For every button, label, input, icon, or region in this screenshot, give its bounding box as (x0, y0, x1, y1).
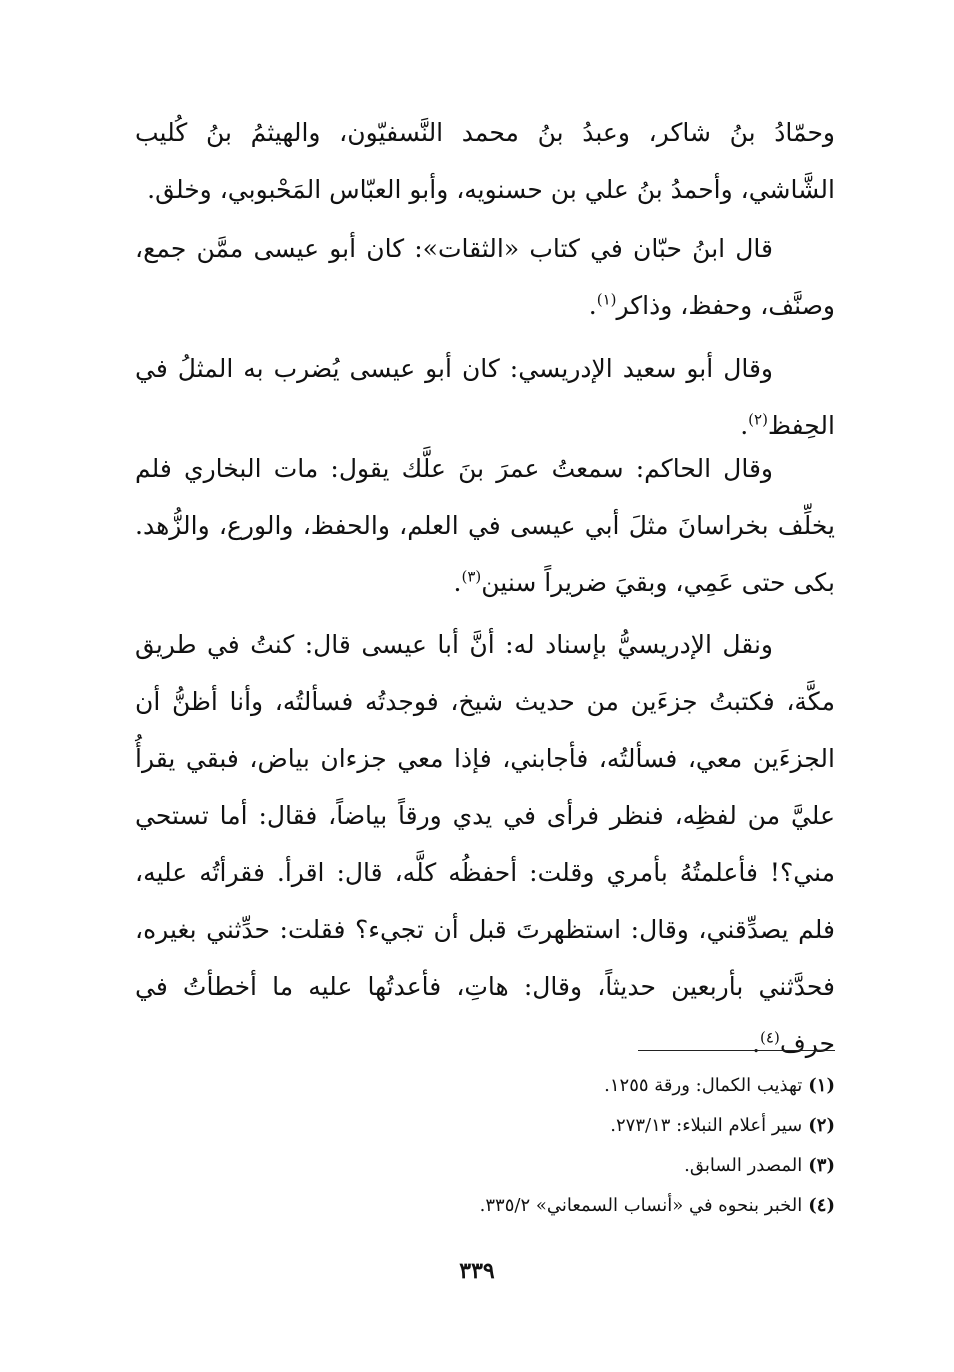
footnote-4 (235, 1186, 835, 1226)
footnotes (235, 1066, 835, 1226)
footnote-divider (638, 1050, 835, 1051)
footnote-text: الخبر بنحوه في «أنساب السمعاني» ٣٣٥/٢. (479, 1195, 803, 1216)
footnote-2 (235, 1106, 835, 1146)
paragraph-4-text: وقال الحاكم: سمعتُ عمرَ بنَ علَّك يقول: مات البخاري فلم يخلِّف بخراسانَ مثلَ أبي عيسى في العلم، والحفظ، والورع، والزُّهد. بكى حتى عَمِي، وبقيَ ضريراً سنين (135, 454, 835, 597)
paragraph-4-tail: . (453, 568, 462, 597)
paragraph-3-text: وقال أبو سعيد الإدريسي: كان أبو عيسى يُضرب به المثلُ في الحِفظ (135, 354, 835, 440)
paragraph-5-tail: . (752, 1029, 761, 1058)
paragraph-2-text: قال ابنُ حبّان في كتاب «الثقات»: كان أبو عيسى ممَّن جمع، وصنَّف، وحفظ، وذاكر (135, 234, 835, 320)
paragraph-5-text: ونقل الإدريسيُّ بإسناد له: أنَّ أبا عيسى قال: كنتُ في طريق مكَّة، فكتبتُ جزءَين من حديث شيخ، فوجدتُه فسألتُه، وأنا أظنُّ أن الجزءَين معي، فسألتُه، فأجابني، فإذا معي جزءان بياض، فبقي يقرأُ عليَّ من لفظِه، فنظر فرأى في يدي ورقاً بياضاً، فقال: أما تستحي مني؟! فأعلمتُهُ بأمري وقلت: أحفظُه كلَّه، قال: اقرأ. فقرأتُه عليه، فلم يصدِّقني، وقال: استظهرتَ قبل أن تجيء؟ فقلت: حدِّثني بغيره، فحدَّثني بأربعين حديثاً، وقال: هاتِ، فأعدتُها عليه ما أخطأتُ في حرف (135, 630, 835, 1058)
footnote-1 (235, 1066, 835, 1106)
page-number: ٣٣٩ (459, 1258, 495, 1284)
footnote-number: (٢) (808, 1115, 835, 1136)
footnote-ref-1[interactable]: (١) (596, 290, 617, 309)
footnote-text: سير أعلام النبلاء: ٢٧٣/١٣. (610, 1115, 803, 1136)
footnote-ref-2[interactable]: (٢) (748, 410, 768, 429)
paragraph-3-tail: . (740, 411, 749, 440)
footnote-number: (٤) (808, 1195, 835, 1216)
paragraph-2 (135, 220, 835, 334)
paragraph-4 (135, 440, 835, 611)
paragraph-2-tail: . (588, 291, 597, 320)
footnote-number: (١) (808, 1075, 835, 1096)
footnote-text: المصدر السابق. (684, 1155, 803, 1176)
paragraph-1 (135, 104, 835, 218)
paragraph-5 (135, 616, 835, 1072)
footnote-number: (٣) (808, 1155, 835, 1176)
footnote-ref-3[interactable]: (٣) (461, 567, 482, 586)
footnote-ref-4[interactable]: (٤) (760, 1028, 780, 1047)
footnote-text: تهذيب الكمال: ورقة ١٢٥٥. (604, 1075, 803, 1096)
footnote-3 (235, 1146, 835, 1186)
paragraph-1-text: وحمّادُ بنُ شاكر، وعبدُ بنُ محمد النَّسفيّون، والهيثمُ بنُ كُليب الشَّاشي، وأحمدُ بنُ علي بن حسنويه، وأبو العبّاس المَحْبوبي، وخلق. (135, 118, 835, 204)
paragraph-3 (135, 340, 835, 454)
